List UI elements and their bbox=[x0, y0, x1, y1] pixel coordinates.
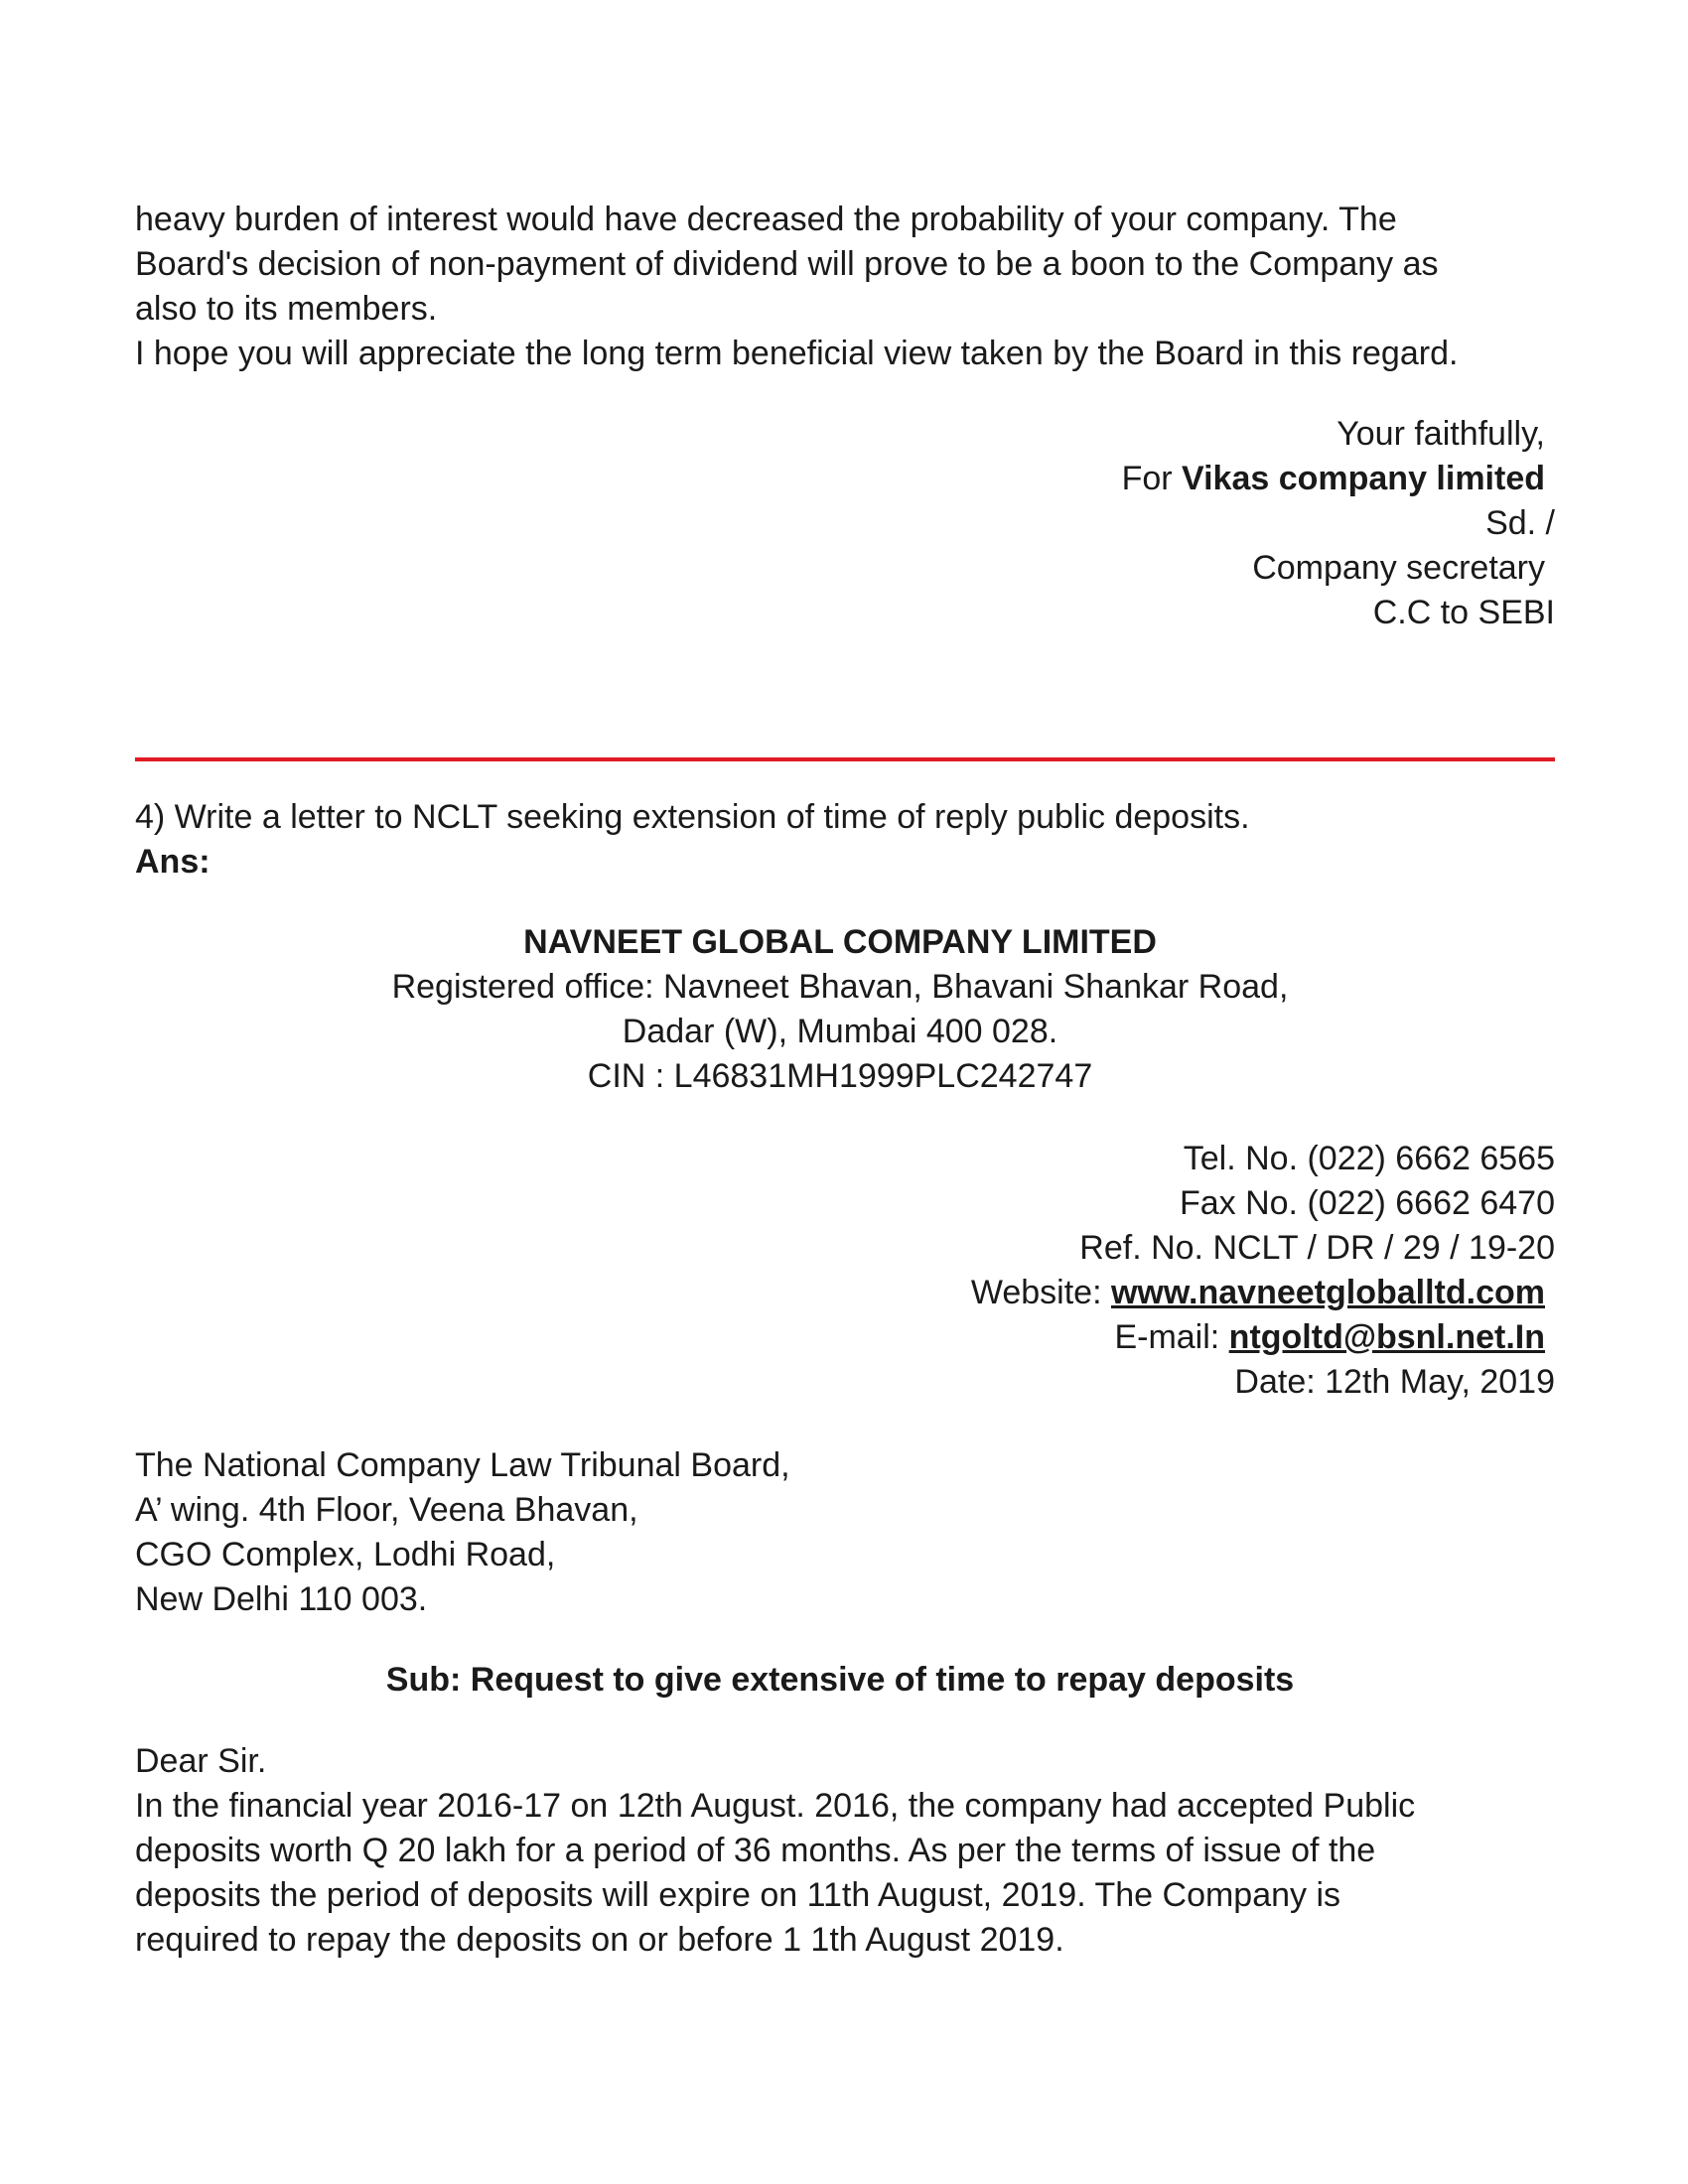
website-line bbox=[135, 1271, 1545, 1315]
subject-line: Sub: Request to give extensive of time to repay deposits bbox=[385, 1661, 1295, 1699]
recipient-line: New Delhi 110 003. bbox=[135, 1580, 428, 1618]
recipient-line: The National Company Law Tribunal Board, bbox=[135, 1446, 790, 1484]
signature-block bbox=[135, 501, 1555, 546]
signoff-company-name: Vikas company limited bbox=[1182, 460, 1545, 497]
email-label: E-mail: bbox=[1114, 1318, 1229, 1356]
reference-number: Ref. No. NCLT / DR / 29 / 19-20 bbox=[1079, 1229, 1555, 1267]
body-line: In the financial year 2016-17 on 12th August. 2016, the company had accepted Public bbox=[135, 1787, 1416, 1825]
letter-date: Date: 12th May, 2019 bbox=[1234, 1363, 1555, 1401]
cc-line: C.C to SEBI bbox=[1372, 594, 1555, 631]
signature-sd: Sd. / bbox=[1485, 504, 1555, 542]
web-email-block bbox=[135, 1271, 1545, 1360]
for-company-line bbox=[135, 457, 1545, 501]
question-block bbox=[135, 795, 1555, 885]
role-block bbox=[135, 546, 1545, 591]
salutation: Dear Sir. bbox=[135, 1742, 267, 1780]
date-block bbox=[135, 1360, 1555, 1405]
website-link[interactable]: www.navneetgloballtd.com bbox=[1110, 1274, 1545, 1311]
fax-number: Fax No. (022) 6662 6470 bbox=[1179, 1184, 1555, 1222]
intro-line: heavy burden of interest would have decreased the probability of your company. The bbox=[135, 201, 1397, 238]
tel-number: Tel. No. (022) 6662 6565 bbox=[1183, 1140, 1555, 1177]
letterhead-address: Dadar (W), Mumbai 400 028. bbox=[622, 1013, 1058, 1050]
body-line: required to repay the deposits on or before 1 1th August 2019. bbox=[135, 1921, 1064, 1959]
email-link[interactable]: ntgoltd@bsnl.net.In bbox=[1228, 1318, 1545, 1356]
letterhead bbox=[135, 920, 1545, 1099]
email-line bbox=[135, 1315, 1545, 1360]
letter-body bbox=[135, 1739, 1555, 1963]
letterhead-cin: CIN : L46831MH1999PLC242747 bbox=[587, 1057, 1093, 1095]
recipient-line: CGO Complex, Lodhi Road, bbox=[135, 1536, 556, 1573]
question-text: 4) Write a letter to NCLT seeking extension of time of reply public deposits. bbox=[135, 798, 1250, 836]
for-prefix: For bbox=[1121, 460, 1183, 497]
contact-block bbox=[135, 1137, 1555, 1271]
section-divider bbox=[135, 757, 1555, 761]
cc-block bbox=[135, 591, 1555, 635]
answer-label: Ans: bbox=[135, 843, 211, 881]
intro-line: also to its members. bbox=[135, 290, 438, 328]
closing-text: Your faithfully, bbox=[1336, 415, 1545, 453]
body-line: deposits the period of deposits will expire on 11th August, 2019. The Company is bbox=[135, 1876, 1341, 1914]
letterhead-address: Registered office: Navneet Bhavan, Bhavani Shankar Road, bbox=[391, 968, 1289, 1006]
intro-line: Board's decision of non-payment of dividend will prove to be a boon to the Company as bbox=[135, 245, 1439, 283]
subject-block bbox=[135, 1658, 1545, 1703]
letterhead-company-name: NAVNEET GLOBAL COMPANY LIMITED bbox=[523, 923, 1157, 961]
recipient-line: A’ wing. 4th Floor, Veena Bhavan, bbox=[135, 1491, 638, 1529]
website-label: Website: bbox=[970, 1274, 1111, 1311]
body-line: deposits worth Q 20 lakh for a period of 36 months. As per the terms of issue of the bbox=[135, 1832, 1376, 1869]
signatory-role: Company secretary bbox=[1252, 549, 1545, 587]
signoff-block bbox=[135, 412, 1545, 501]
recipient-address bbox=[135, 1443, 1555, 1622]
intro-line: I hope you will appreciate the long term beneficial view taken by the Board in this regard. bbox=[135, 335, 1459, 372]
intro-paragraph bbox=[135, 198, 1555, 376]
